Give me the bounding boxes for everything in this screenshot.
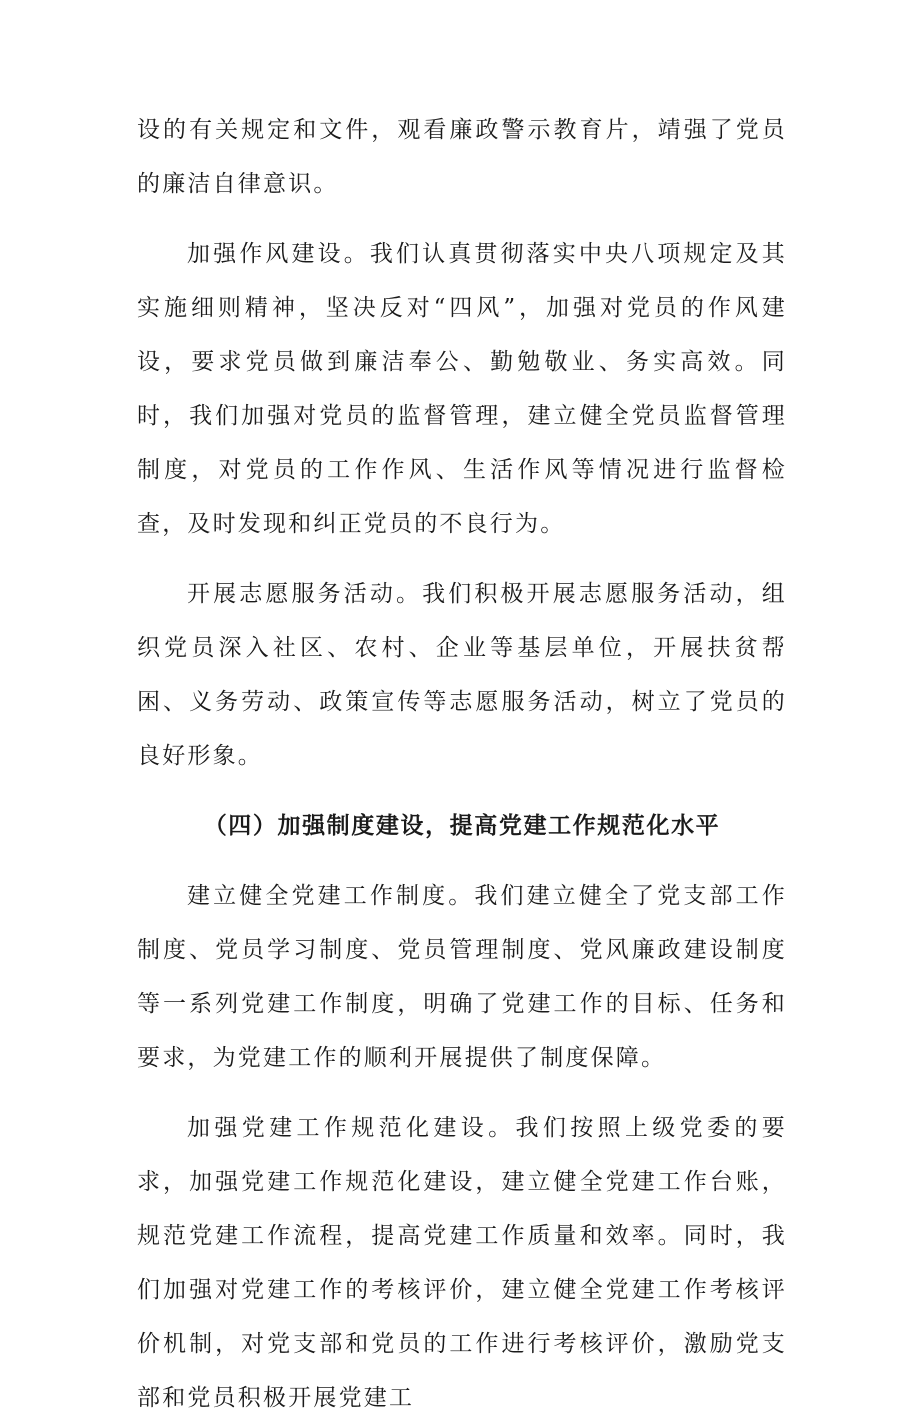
paragraph-system-building: 建立健全党建工作制度。我们建立健全了党支部工作制度、党员学习制度、党员管理制度、党风廉政建设制度等一系列党建工作制度，明确了党建工作的目标、任务和要求，为党建工作的顺利开展提供了制度保障。 xyxy=(137,883,787,1071)
paragraph-volunteer: 开展志愿服务活动。我们积极开展志愿服务活动，组织党员深入社区、农村、企业等基层单位，开展扶贫帮困、义务劳动、政策宣传等志愿服务活动，树立了党员的良好形象。 xyxy=(137,581,787,769)
paragraph-continuation: 设的有关规定和文件，观看廉政警示教育片，靖强了党员的廉洁自律意识。 xyxy=(137,117,787,197)
paragraph-work-style: 加强作风建设。我们认真贯彻落实中央八项规定及其实施细则精神，坚决反对“四风”，加强对党员的作风建设，要求党员做到廉洁奉公、勤勉敬业、务实高效。同时，我们加强对党员的监督管理，建立健全党员监督管理制度，对党员的工作作风、生活作风等情况进行监督检查，及时发现和纠正党员的不良行为。 xyxy=(137,241,787,537)
paragraph-standardization: 加强党建工作规范化建设。我们按照上级党委的要求，加强党建工作规范化建设，建立健全党建工作台账，规范党建工作流程，提高党建工作质量和效率。同时，我们加强对党建工作的考核评价，建立健全党建工作考核评价机制，对党支部和党员的工作进行考核评价，激励党支部和党员积极开展党建工 xyxy=(137,1115,787,1411)
document-page xyxy=(137,103,787,1425)
section-heading: （四）加强制度建设，提高党建工作规范化水平 xyxy=(203,812,721,839)
